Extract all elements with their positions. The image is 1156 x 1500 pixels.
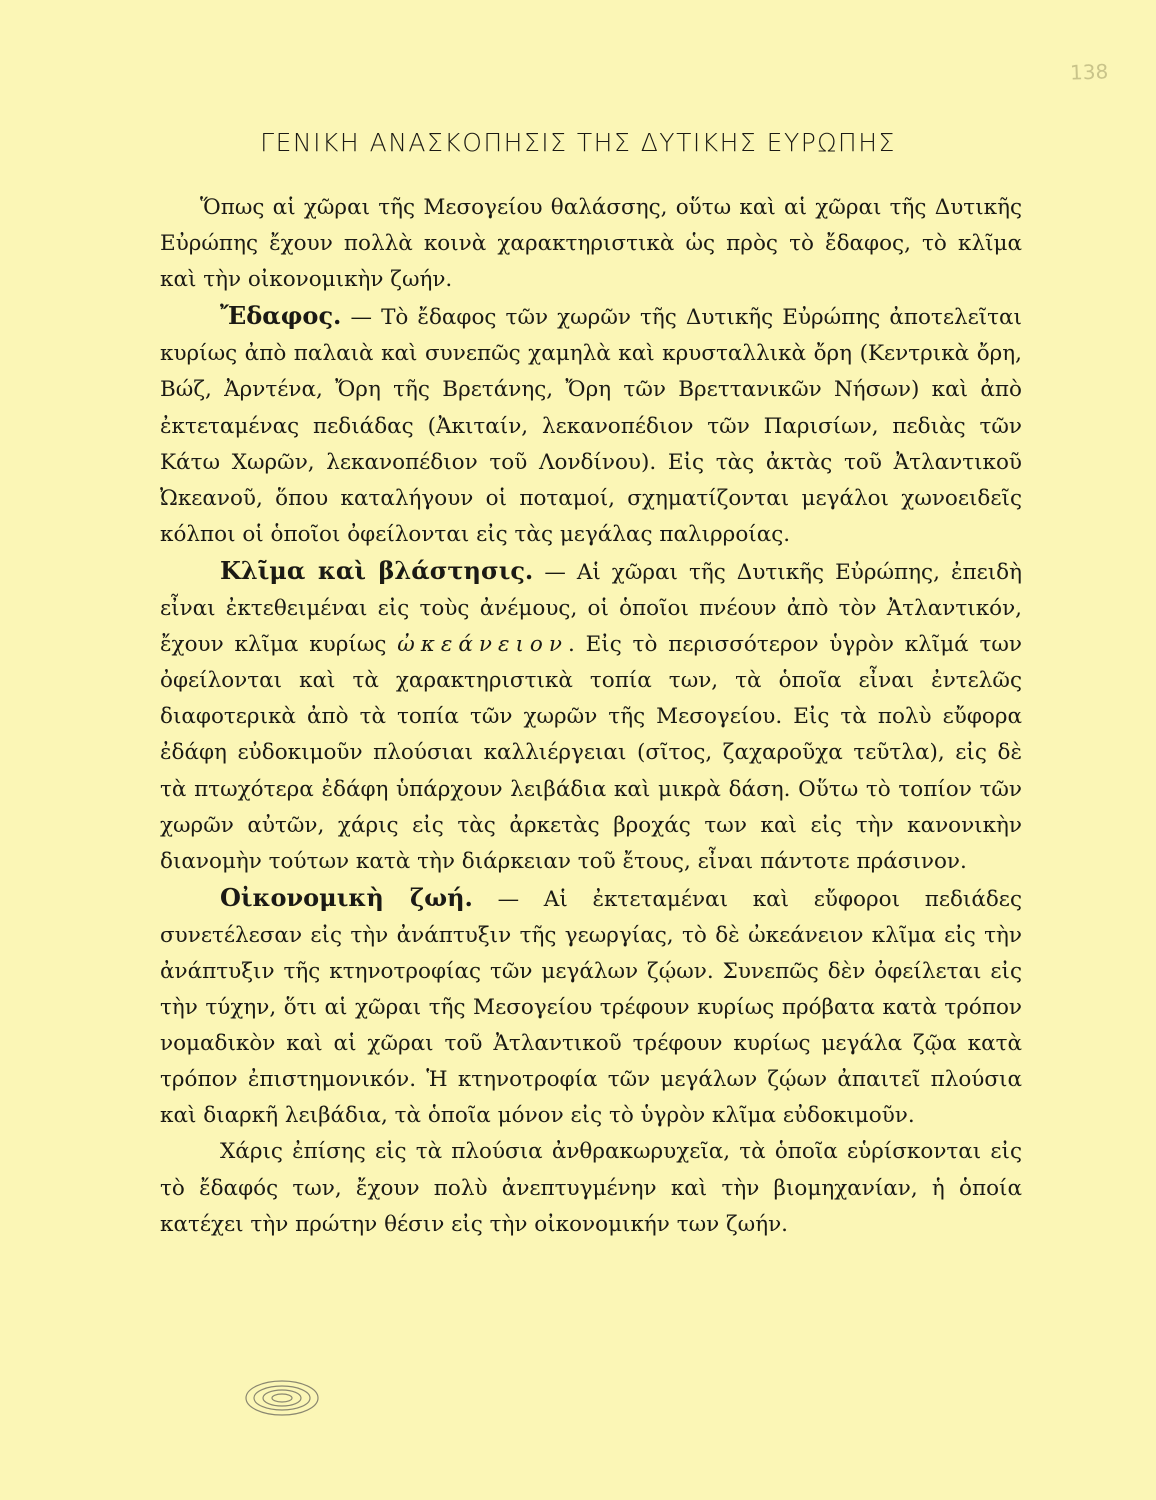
oikonomia-paragraph bbox=[160, 880, 1022, 1135]
klima-paragraph bbox=[160, 553, 1022, 880]
section-heading-edafos: Ἔδαφος. bbox=[220, 301, 342, 331]
intro-paragraph: Ὅπως αἱ χῶραι τῆς Μεσογείου θαλάσσης, οὕτω καὶ αἱ χῶραι τῆς Δυτικῆς Εὐρώπης ἔχουν πολλὰ κοινὰ χαρακτηριστικὰ ὡς πρὸς τὸ ἔδαφος, τὸ κλῖμα καὶ τὴν οἰκονομικὴν ζωήν. bbox=[160, 195, 1022, 293]
klima-text-2: . Εἰς τὸ περισσότερον ὑγρὸν κλῖμά των ὀφείλονται καὶ τὰ χαρακτηριστικὰ τοπία των, τὰ ὁποῖα εἶναι ἐντελῶς διαφοτερικὰ ἀπὸ τὰ τοπία τῶν χωρῶν τῆς Μεσογείου. Εἰς τὰ πολὺ εὔφορα ἐδάφη εὐδοκιμοῦν πλούσιαι καλλιέργειαι (σῖτος, ζαχαροῦχα τεῦτλα), εἰς δὲ τὰ πτωχότερα ἐδάφη ὑπάρχουν λειβάδια καὶ μικρὰ δάση. Οὕτω τὸ τοπίον τῶν χωρῶν αὐτῶν, χάρις εἰς τὰς ἀρκετὰς βροχάς των καὶ εἰς τὴν κανονικὴν διανομὴν τούτων κατὰ τὴν διάρκειαν τοῦ ἔτους, εἶναι πάντοτε πράσινον. bbox=[160, 632, 1022, 874]
klima-text-1: — Αἱ χῶραι τῆς Δυτικῆς Εὐρώπης, ἐπειδὴ εἶναι ἐκτεθειμέναι εἰς τοὺς ἀνέμους, οἱ ὁποῖοι πνέουν ἀπὸ τὸν Ἀτλαντικόν, ἔχουν κλῖμα κυρίως bbox=[160, 559, 1022, 658]
klima-emphasis: ὠκεάνειον bbox=[397, 632, 568, 658]
closing-paragraph: Χάρις ἐπίσης εἰς τὰ πλούσια ἀνθρακωρυχεῖα, τὰ ὁποῖα εὑρίσκονται εἰς τὸ ἔδαφός των, ἔχουν πολὺ ἀνεπτυγμένην καὶ τὴν βιομηχανίαν, ἡ ὁποία κατέχει τὴν πρώτην θέσιν εἰς τὴν οἰκονομικήν των ζωήν. bbox=[160, 1139, 1022, 1237]
edafos-paragraph bbox=[160, 298, 1022, 553]
section-heading-klima: Κλῖμα καὶ βλάστησις. bbox=[220, 555, 534, 585]
ornament-scribble-icon bbox=[240, 1372, 330, 1422]
oikonomia-text: — Αἱ ἐκτεταμέναι καὶ εὔφοροι πεδιάδες συνετέλεσαν εἰς τὴν ἀνάπτυξιν τῆς γεωργίας, τὸ δὲ ὠκεάνειον κλῖμα εἰς τὴν ἀνάπτυξιν τῆς κτηνοτροφίας τῶν μεγάλων ζῴων. Συνεπῶς δὲν ὀφείλεται εἰς τὴν τύχην, ὅτι αἱ χῶραι τῆς Μεσογείου τρέφουν κυρίως πρόβατα κατὰ τρόπον νομαδικὸν καὶ αἱ χῶραι τοῦ Ἀτλαντικοῦ τρέφουν κυρίως μεγάλα ζῷα κατὰ τρόπον ἐπιστημονικόν. Ἡ κτηνοτροφία τῶν μεγάλων ζῴων ἀπαιτεῖ πλούσια καὶ διαρκῆ λειβάδια, τὰ ὁποῖα μόνον εἰς τὸ ὑγρὸν κλῖμα εὐδοκιμοῦν. bbox=[160, 886, 1022, 1129]
document-body bbox=[160, 190, 1022, 1243]
page-number: 138 bbox=[1069, 59, 1109, 85]
edafos-text: — Τὸ ἔδαφος τῶν χωρῶν τῆς Δυτικῆς Εὐρώπης ἀποτελεῖται κυρίως ἀπὸ παλαιὰ καὶ συνεπῶς χαμηλὰ καὶ κρυσταλλικὰ ὄρη (Κεντρικὰ ὄρη, Βώζ, Ἀρντένα, Ὄρη τῆς Βρετάνης, Ὄρη τῶν Βρεττανικῶν Νήσων) καὶ ἀπὸ ἐκτεταμένας πεδιάδας (Ἀκιταίν, λεκανοπέδιον τῶν Παρισίων, πεδιὰς τῶν Κάτω Χωρῶν, λεκανοπέδιον τοῦ Λονδίνου). Εἰς τὰς ἀκτὰς τοῦ Ἀτλαντικοῦ Ὠκεανοῦ, ὅπου καταλήγουν οἱ ποταμοί, σχηματίζονται μεγάλοι χωνοειδεῖς κόλποι οἱ ὁποῖοι ὀφείλονται εἰς τὰς μεγάλας παλιρροίας. bbox=[160, 305, 1022, 547]
page-title: ΓΕΝΙΚΗ ΑΝΑΣΚΟΠΗΣΙΣ ΤΗΣ ΔΥΤΙΚΗΣ ΕΥΡΩΠΗΣ bbox=[260, 128, 896, 157]
section-heading-oikonomia: Οἰκονομικὴ ζωή. bbox=[220, 882, 473, 912]
